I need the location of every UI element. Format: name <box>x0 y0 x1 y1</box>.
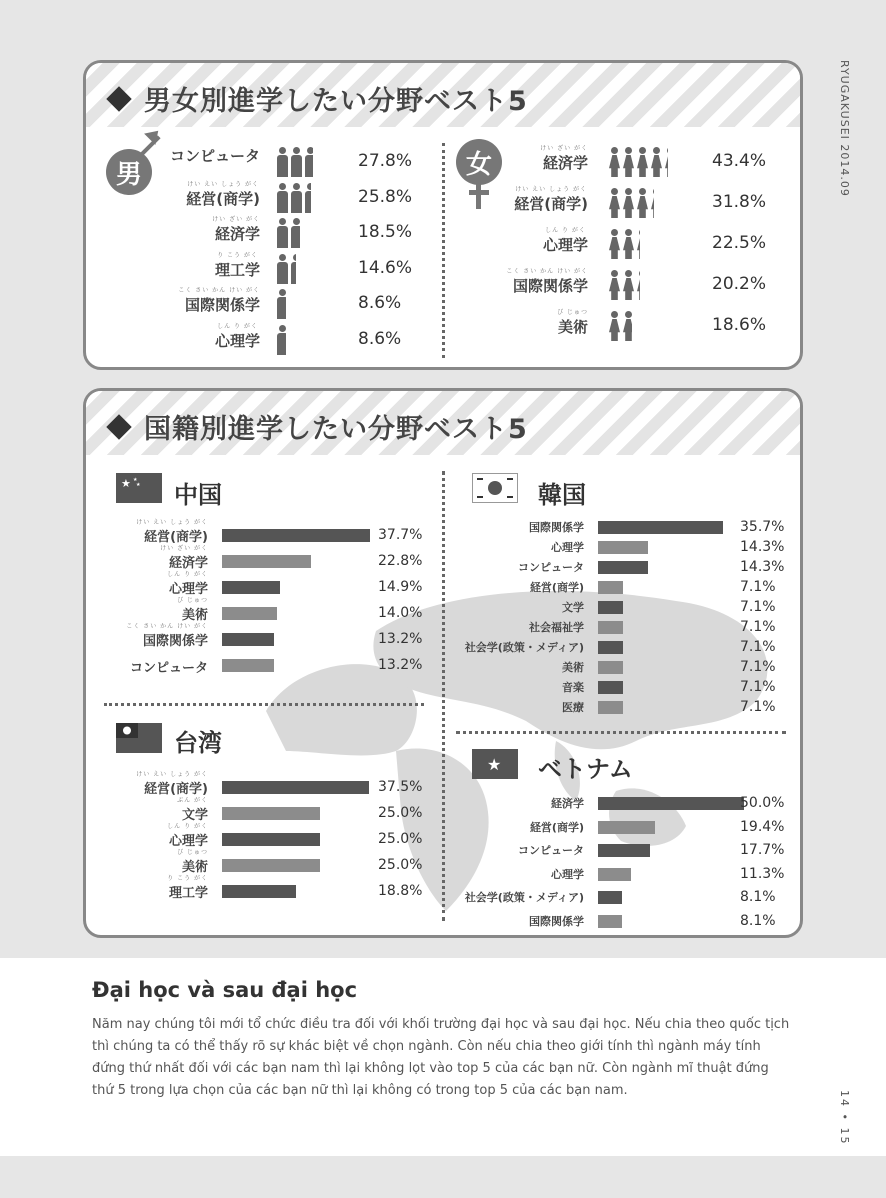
bar-value: 8.1% <box>740 912 776 929</box>
female-pictogram <box>608 147 668 177</box>
ruby-text: けい えい しょう がく <box>515 186 587 193</box>
person-head <box>639 229 640 236</box>
bar-mark <box>222 833 320 846</box>
person-head <box>279 147 286 154</box>
female-person-icon <box>608 270 620 300</box>
ruby-text: けい えい しょう がく <box>136 771 208 778</box>
person-head <box>307 183 311 190</box>
bar-value: 7.1% <box>740 619 776 635</box>
female-person-icon <box>622 188 634 218</box>
female-person-icon <box>636 270 640 300</box>
china-name: 中国 <box>174 481 222 509</box>
ranking-value: 25.8% <box>358 186 413 207</box>
person-head <box>293 218 300 225</box>
bar-value: 14.0% <box>378 605 423 621</box>
ruby-text: び じゅつ <box>177 849 208 856</box>
ranking-value: 27.8% <box>358 151 413 171</box>
bar-label <box>529 519 584 535</box>
bar-label <box>529 913 584 929</box>
china-flag-icon <box>116 473 162 503</box>
female-person-icon <box>664 147 668 177</box>
bar-value: 25.0% <box>378 831 423 847</box>
bar-label-text: コンピュータ <box>129 661 208 676</box>
bar-mark <box>598 797 744 810</box>
person-body <box>291 155 302 177</box>
bar-value: 7.1% <box>740 659 776 675</box>
magazine-side-label: RYUGAKUSEI 2014.09 <box>838 60 851 197</box>
ranking-label-text: 経営(商学) <box>186 189 260 208</box>
male-person-icon <box>304 183 311 213</box>
bar-value: 37.7% <box>378 527 423 543</box>
person-body <box>277 297 286 319</box>
article-heading: Đại học và sau đại học <box>92 978 358 1002</box>
bar-label-text: 音楽 <box>562 681 584 694</box>
person-head <box>639 147 646 154</box>
bar-value: 7.1% <box>740 699 776 715</box>
bar-label <box>529 619 584 635</box>
person-body <box>291 226 300 248</box>
male-person-icon <box>276 325 286 355</box>
svg-text:★: ★ <box>133 477 138 483</box>
bar-label <box>465 639 584 655</box>
bar-mark <box>598 821 655 834</box>
person-body <box>305 155 313 177</box>
female-stem <box>476 183 481 209</box>
ruby-text: こく さい かん けい がく <box>506 268 588 275</box>
bar-mark <box>598 681 623 694</box>
bar-label-text: 社会学(政策・メディア) <box>464 891 584 904</box>
female-person-icon <box>622 147 634 177</box>
person-head <box>625 147 632 154</box>
person-body <box>305 191 311 213</box>
ranking-label <box>557 309 588 337</box>
bar-value: 35.7% <box>740 519 785 535</box>
ranking-label-text: コンピュータ <box>169 147 260 165</box>
ranking-value: 8.6% <box>358 293 402 313</box>
person-head <box>293 147 300 154</box>
female-person-icon <box>608 229 620 259</box>
nation-panel-title <box>104 407 528 446</box>
bar-value: 13.2% <box>378 631 423 647</box>
person-head <box>611 229 618 236</box>
person-head <box>279 254 286 261</box>
bar-label <box>136 771 208 797</box>
person-head <box>611 188 618 195</box>
bar-label-text: 心理学 <box>551 867 584 881</box>
ranking-label-text: 国際関係学 <box>184 296 260 314</box>
person-body <box>277 226 288 248</box>
bar-value: 7.1% <box>740 599 776 615</box>
bar-label <box>562 679 584 695</box>
person-body <box>637 196 648 218</box>
ranking-value: 18.5% <box>358 222 413 242</box>
ruby-text: しん り がく <box>545 227 586 234</box>
ranking-label-text: 心理学 <box>214 331 260 350</box>
ranking-label <box>212 216 260 244</box>
male-pictogram <box>276 325 286 355</box>
bar-label-text: 美術 <box>181 860 208 875</box>
gender-panel-title <box>104 79 528 118</box>
person-body <box>609 278 620 300</box>
person-head <box>611 270 618 277</box>
gender-divider <box>442 143 445 358</box>
male-person-icon <box>290 183 302 213</box>
bar-mark <box>598 561 648 574</box>
ruby-text: り こう がく <box>167 875 208 882</box>
taiwan-name: 台湾 <box>174 729 222 757</box>
person-body <box>637 237 640 259</box>
ranking-value: 43.4% <box>712 151 767 171</box>
taiwan-flag-icon <box>116 723 162 753</box>
person-head <box>625 270 632 277</box>
bar-label-text: 国際関係学 <box>142 634 208 649</box>
person-head <box>293 183 300 190</box>
bar-value: 7.1% <box>740 579 776 595</box>
bar-value: 17.7% <box>740 842 785 858</box>
person-body <box>651 196 654 218</box>
female-person-icon <box>650 188 654 218</box>
bar-label <box>518 842 584 858</box>
bar-label <box>551 539 584 555</box>
bar-label-text: 美術 <box>562 661 584 674</box>
gender-title-text: 男女別進学したい分野ベスト5 <box>144 86 528 117</box>
bar-label-text: 理工学 <box>168 886 208 901</box>
bar-mark <box>598 601 623 614</box>
bar-value: 8.1% <box>740 889 776 905</box>
bar-value: 37.5% <box>378 779 423 795</box>
male-person-icon <box>304 147 313 177</box>
person-body <box>665 155 668 177</box>
female-person-icon <box>622 270 634 300</box>
diamond-icon <box>106 86 131 111</box>
bar-value: 25.0% <box>378 805 423 821</box>
bar-label <box>177 797 208 823</box>
bar-mark <box>222 859 320 872</box>
person-head <box>279 218 286 225</box>
male-pictogram <box>276 218 300 248</box>
person-body <box>609 196 620 218</box>
bar-label-text: 経営(商学) <box>144 782 208 797</box>
ranking-label <box>178 287 260 315</box>
ranking-label-text: 経営(商学) <box>514 195 588 213</box>
bar-label-text: 美術 <box>181 608 208 623</box>
bar-label-text: 経済学 <box>551 797 584 810</box>
person-body <box>637 155 648 177</box>
bar-label <box>130 657 208 676</box>
bar-label <box>551 866 584 882</box>
svg-text:★: ★ <box>136 482 141 488</box>
female-person-icon <box>608 311 620 341</box>
bar-mark <box>222 807 320 820</box>
male-pictogram <box>276 147 313 177</box>
female-person-icon <box>636 188 648 218</box>
person-head <box>639 188 646 195</box>
person-head <box>279 325 286 332</box>
bar-label <box>551 795 584 811</box>
ranking-label-text: 理工学 <box>214 260 260 279</box>
person-head <box>653 147 660 154</box>
bar-label-text: 社会学(政策・メディア) <box>464 641 584 654</box>
person-body <box>623 155 634 177</box>
person-head <box>625 311 632 318</box>
ranking-label <box>506 268 588 296</box>
ruby-text: り こう がく <box>217 251 258 259</box>
bar-label-text: コンピュータ <box>518 561 584 574</box>
bar-mark <box>222 633 274 646</box>
female-person-icon <box>622 311 632 341</box>
bar-mark <box>598 661 623 674</box>
nation-panel <box>83 388 803 938</box>
korea-name: 韓国 <box>538 481 586 509</box>
bar-value: 50.0% <box>740 795 785 811</box>
bar-label-text: 文学 <box>181 808 208 823</box>
bar-mark <box>222 781 369 794</box>
male-pictogram <box>276 183 311 213</box>
bar-label <box>465 889 584 905</box>
male-person-icon <box>276 289 286 319</box>
ranking-value: 8.6% <box>358 328 402 349</box>
female-person-icon <box>636 147 648 177</box>
person-head <box>279 289 286 296</box>
ruby-text: ぶん がく <box>177 797 208 804</box>
bar-mark <box>598 915 622 928</box>
male-person-icon <box>290 147 302 177</box>
bar-label <box>136 519 208 545</box>
ranking-value: 14.6% <box>358 257 413 278</box>
diamond-icon <box>106 414 131 439</box>
bar-label <box>530 579 584 595</box>
bar-value: 14.3% <box>740 559 785 575</box>
ruby-text: けい えい しょう がく <box>136 519 208 526</box>
bar-label-text: 国際関係学 <box>529 914 584 928</box>
bar-label-text: 心理学 <box>551 541 584 554</box>
bar-label-text: 経営(商学) <box>529 581 584 594</box>
ruby-text: しん り がく <box>217 322 258 330</box>
female-pictogram <box>608 270 640 300</box>
female-pictogram <box>608 229 640 259</box>
bar-mark <box>222 607 277 620</box>
bar-label <box>167 823 208 849</box>
bar-label <box>177 849 208 875</box>
bar-value: 11.3% <box>740 865 785 882</box>
female-person-icon <box>650 147 662 177</box>
bar-label-text: 心理学 <box>168 582 208 597</box>
bar-label <box>126 623 208 649</box>
person-body <box>623 278 634 300</box>
male-person-icon <box>290 254 296 284</box>
page-number: 14 • 15 <box>838 1090 851 1146</box>
person-head <box>625 188 632 195</box>
bar-label-text: 経営(商学) <box>144 530 208 545</box>
person-head <box>653 188 654 195</box>
nation-vertical-divider <box>442 471 445 921</box>
bar-label <box>518 559 584 575</box>
bar-label <box>177 597 208 623</box>
person-body <box>609 155 620 177</box>
ranking-label-text: 美術 <box>557 318 588 336</box>
svg-text:★: ★ <box>121 477 131 490</box>
korea-flag-icon <box>472 473 518 503</box>
bar-label <box>562 599 584 615</box>
bar-mark <box>598 844 650 857</box>
nation-title-text: 国籍別進学したい分野ベスト5 <box>144 414 528 445</box>
world-map-background <box>256 551 796 931</box>
bar-mark <box>222 555 311 568</box>
male-pictogram <box>276 254 296 284</box>
ruby-text: しん り がく <box>167 823 208 830</box>
bar-value: 25.0% <box>378 857 423 873</box>
china-taiwan-divider <box>104 703 424 706</box>
bar-label-text: 経済学 <box>168 556 208 571</box>
person-body <box>609 319 620 341</box>
ranking-value: 31.8% <box>712 192 767 212</box>
bar-label <box>167 875 208 901</box>
ruby-text: けい ざい がく <box>540 145 588 152</box>
bar-value: 7.1% <box>740 639 776 655</box>
bar-value: 19.4% <box>740 818 785 835</box>
female-pictogram <box>608 188 654 218</box>
bar-label-text: 国際関係学 <box>529 521 584 534</box>
person-head <box>279 183 286 190</box>
person-head <box>611 311 618 318</box>
bar-mark <box>222 529 370 542</box>
ruby-text: けい ざい がく <box>212 216 260 223</box>
ruby-text: けい えい しょう がく <box>187 180 259 188</box>
bar-label-text: コンピュータ <box>518 844 584 857</box>
bar-value: 7.1% <box>740 679 776 695</box>
vietnam-name: ベトナム <box>538 755 633 783</box>
male-person-icon <box>276 147 288 177</box>
bar-mark <box>598 581 623 594</box>
female-pictogram <box>608 311 632 341</box>
bar-label <box>530 819 584 835</box>
bar-value: 22.8% <box>378 553 423 569</box>
bar-mark <box>222 659 274 672</box>
male-person-icon <box>276 183 288 213</box>
person-head <box>639 270 640 277</box>
person-body <box>291 191 302 213</box>
bar-label <box>167 571 208 597</box>
male-person-icon <box>276 254 288 284</box>
person-body <box>623 319 632 341</box>
person-body <box>623 196 634 218</box>
gender-panel <box>83 60 803 370</box>
ranking-label-text: 国際関係学 <box>512 277 588 295</box>
female-person-icon <box>636 229 640 259</box>
bar-value: 13.2% <box>378 657 423 673</box>
ranking-label <box>543 227 588 255</box>
ranking-value: 20.2% <box>712 274 767 294</box>
male-arrow-head <box>144 125 164 145</box>
ruby-text: こく さい かん けい がく <box>126 623 208 630</box>
bar-mark <box>598 541 648 554</box>
svg-text:★: ★ <box>487 755 502 774</box>
footer-strip <box>0 1156 886 1198</box>
bar-label-text: 文学 <box>562 601 584 614</box>
bar-label-text: 経営(商学) <box>529 820 584 834</box>
person-body <box>277 333 286 355</box>
bar-mark <box>598 868 631 881</box>
person-head <box>667 147 668 154</box>
person-body <box>651 155 662 177</box>
person-body <box>277 262 288 284</box>
bar-mark <box>222 581 280 594</box>
bar-label <box>160 545 208 571</box>
person-body <box>623 237 634 259</box>
ranking-label <box>514 186 588 214</box>
male-person-icon <box>276 218 288 248</box>
person-body <box>609 237 620 259</box>
bar-mark <box>598 891 622 904</box>
person-head <box>611 147 618 154</box>
ranking-label <box>186 181 260 209</box>
vietnam-flag-icon <box>472 749 518 779</box>
bar-mark <box>222 885 296 898</box>
male-person-icon <box>290 218 300 248</box>
person-body <box>277 155 288 177</box>
bar-mark <box>598 521 723 534</box>
person-head <box>307 147 313 154</box>
article-body: Năm nay chúng tôi mới tổ chức điều tra đối với khối trường đại học và sau đại học. Nếu chia theo quốc tịch thì chúng ta có thể thấy rõ sự khác biệt về chọn ngành. Còn nếu chia theo giới tính thì ngành máy tính đứng thứ nhất đối với các bạn nam thì lại không lọt vào top 5 của các bạn nữ. Còn ngành mĩ thuật đứng thứ 5 trong lựa chọn của các bạn nữ thì lại không có trong top 5 của các bạn nam. <box>92 1017 790 1098</box>
ruby-text: び じゅつ <box>177 597 208 604</box>
female-person-icon <box>608 188 620 218</box>
bar-mark <box>598 641 623 654</box>
ranking-label <box>215 252 260 280</box>
ruby-text: しん り がく <box>167 571 208 578</box>
ranking-label-text: 心理学 <box>542 236 588 254</box>
male-pictogram <box>276 289 286 319</box>
bar-value: 14.9% <box>378 579 423 595</box>
ranking-label-text: 経済学 <box>542 154 588 172</box>
bar-label <box>562 659 584 675</box>
ranking-label <box>215 323 260 351</box>
ruby-text: び じゅつ <box>557 309 588 316</box>
bar-mark <box>598 701 623 714</box>
ranking-value: 18.6% <box>712 315 767 335</box>
female-badge: 女 <box>456 139 502 185</box>
bar-label-text: 心理学 <box>168 834 208 849</box>
person-body <box>277 191 288 213</box>
bar-label <box>562 699 584 715</box>
female-cross <box>469 190 489 195</box>
ruby-text: けい ざい がく <box>160 545 208 552</box>
person-head <box>625 229 632 236</box>
person-body <box>637 278 640 300</box>
bar-label-text: 社会福祉学 <box>529 621 584 634</box>
bar-value: 18.8% <box>378 883 423 899</box>
ranking-label-text: 経済学 <box>214 225 260 243</box>
ranking-value: 22.5% <box>712 233 767 253</box>
female-person-icon <box>608 147 620 177</box>
bar-mark <box>598 621 623 634</box>
ruby-text: こく さい かん けい がく <box>178 287 260 294</box>
person-head <box>293 254 296 261</box>
person-body <box>291 262 296 284</box>
male-badge: 男 <box>106 149 152 195</box>
ranking-label <box>170 145 260 166</box>
bar-value: 14.3% <box>740 539 785 555</box>
ranking-label <box>540 145 588 173</box>
korea-vietnam-divider <box>456 731 786 734</box>
bar-label-text: 医療 <box>562 701 584 714</box>
female-person-icon <box>622 229 634 259</box>
